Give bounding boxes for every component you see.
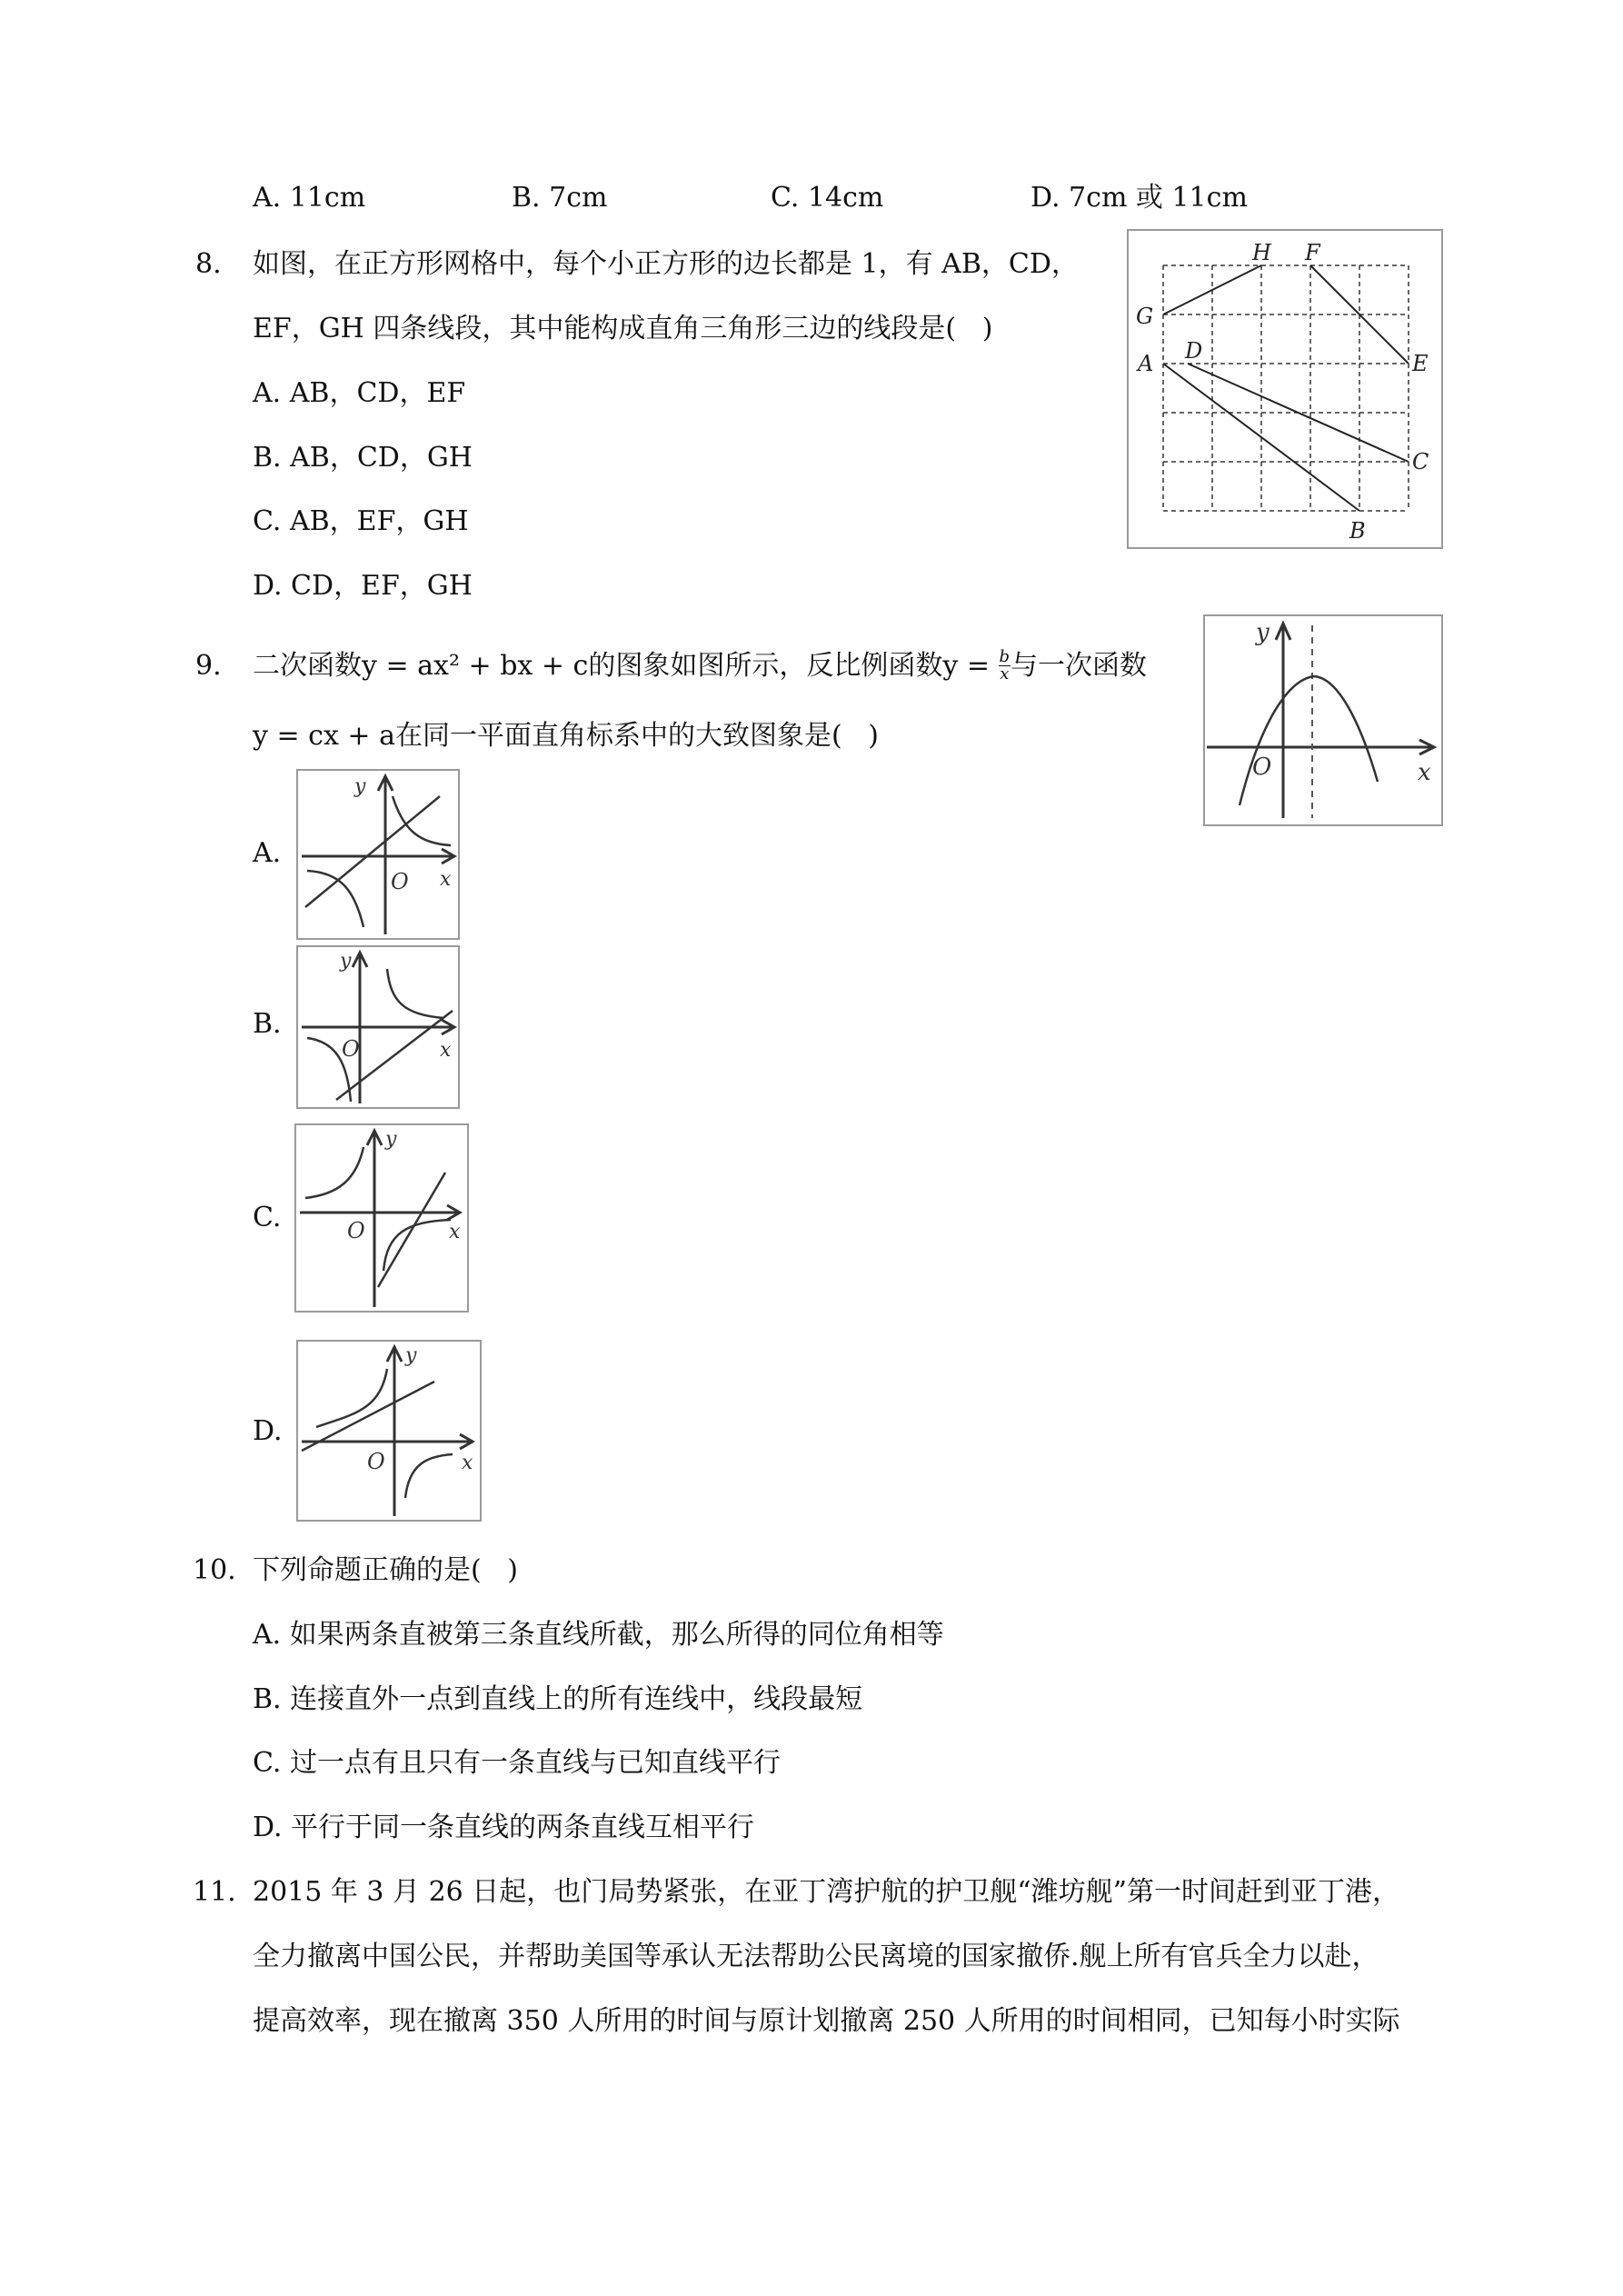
q8-stem-line1: 如图，在正方形网格中，每个小正方形的边长都是 1，有 AB，CD，: [253, 248, 1079, 280]
q11-line2: 全力撤离中国公民，并帮助美国等承认无法帮助公民离境的国家撤侨.舰上所有官兵全力以赴，: [253, 1941, 1379, 1972]
q9-origin-label: O: [1252, 754, 1272, 781]
q9-b-y-label: y: [340, 950, 352, 973]
q7-option-a: A. 11cm: [253, 182, 366, 214]
label-b: B: [1349, 518, 1366, 544]
q9-stem-part1: 二次函数y = ax² + bx + c的图象如图所示，反比例函数y =: [253, 650, 999, 682]
q8-option-c: C. AB，EF，GH: [253, 505, 469, 537]
q9-option-c-label: C.: [253, 1202, 282, 1233]
q9-c-y-label: y: [385, 1128, 397, 1151]
q9-parabola-figure: [1203, 614, 1443, 826]
label-a: A: [1138, 351, 1154, 376]
label-g: G: [1136, 304, 1154, 329]
q9-d-y-label: y: [405, 1344, 417, 1367]
q9-option-c-graph: [294, 1123, 469, 1313]
q8-stem-line2: EF，GH 四条线段，其中能构成直角三角形三边的线段是( ): [253, 313, 993, 344]
q11-number: 11.: [193, 1876, 236, 1908]
label-c: C: [1412, 449, 1429, 474]
q9-b-x-label: x: [440, 1039, 452, 1062]
q11-line1: 2015 年 3 月 26 日起，也门局势紧张，在亚丁湾护航的护卫舰“潍坊舰”第一时间赶到亚丁港，: [253, 1876, 1399, 1908]
q8-number: 8.: [195, 248, 222, 280]
label-h: H: [1252, 240, 1271, 265]
q9-c-origin-label: O: [347, 1218, 365, 1243]
label-d: D: [1185, 338, 1203, 364]
q7-option-b: B. 7cm: [512, 182, 608, 214]
q9-d-x-label: x: [462, 1452, 473, 1474]
q10-option-d: D. 平行于同一条直线的两条直线互相平行: [253, 1812, 755, 1843]
q10-option-a: A. 如果两条直被第三条直线所截，那么所得的同位角相等: [253, 1619, 944, 1651]
q9-stem-part2: 与一次函数: [1011, 650, 1148, 682]
q9-c-x-label: x: [449, 1221, 461, 1243]
q9-option-d-graph: [296, 1340, 482, 1522]
q8-option-a: A. AB，CD，EF: [253, 377, 466, 409]
q9-option-b-graph: [296, 945, 460, 1109]
q9-number: 9.: [195, 650, 222, 682]
q8-grid-figure: [1127, 229, 1443, 549]
q10-option-b: B. 连接直外一点到直线上的所有连线中，线段最短: [253, 1683, 863, 1715]
q11-line3: 提高效率，现在撤离 350 人所用的时间与原计划撤离 250 人所用的时间相同，已知每小时实际: [253, 2005, 1400, 2037]
q10-option-c: C. 过一点有且只有一条直线与已知直线平行: [253, 1747, 781, 1779]
q9-a-origin-label: O: [391, 869, 409, 894]
q9-a-x-label: x: [440, 868, 452, 891]
q9-y-label: y: [1256, 619, 1270, 646]
q8-option-b: B. AB，CD，GH: [253, 442, 473, 474]
q7-option-d: D. 7cm 或 11cm: [1031, 182, 1248, 214]
q9-fraction-numerator: b: [999, 646, 1011, 666]
q9-stem-line1: [253, 646, 1148, 684]
q9-parabola-svg: [1205, 616, 1441, 824]
q7-option-c: C. 14cm: [771, 182, 884, 214]
q9-x-label: x: [1418, 759, 1431, 786]
q9-b-origin-label: O: [342, 1036, 360, 1062]
q9-option-b-label: B.: [253, 1008, 282, 1040]
q8-option-d: D. CD，EF，GH: [253, 570, 473, 602]
q9-fraction: [999, 646, 1011, 684]
label-e: E: [1412, 351, 1429, 376]
q9-option-d-label: D.: [253, 1415, 283, 1447]
q9-d-origin-label: O: [367, 1449, 385, 1474]
q8-grid-svg: [1129, 231, 1441, 547]
q9-stem-line2: y = cx + a在同一平面直角标系中的大致图象是( ): [253, 720, 879, 752]
q10-stem: 下列命题正确的是( ): [253, 1554, 519, 1586]
q9-a-y-label: y: [354, 775, 366, 798]
label-f: F: [1305, 240, 1320, 265]
q9-option-a-label: A.: [253, 837, 282, 869]
q9-fraction-denominator: x: [1000, 664, 1010, 684]
q10-number: 10.: [193, 1554, 236, 1586]
q9-option-a-graph: [296, 769, 460, 940]
